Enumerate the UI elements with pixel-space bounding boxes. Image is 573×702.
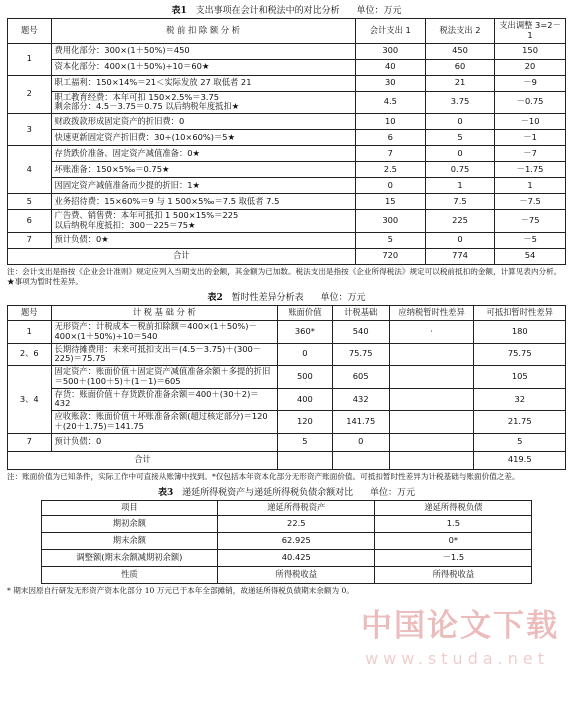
table1-tax-cell: 21 (425, 75, 494, 91)
table2-body (8, 320, 566, 469)
table1-row (8, 178, 566, 194)
watermark-logo: 中国论文下载 (361, 608, 559, 644)
table1-accounting-cell: 40 (355, 59, 425, 75)
table1-accounting-cell: 4.5 (355, 91, 425, 114)
table2-row (8, 366, 566, 389)
table1-row (8, 59, 566, 75)
table1-row (8, 43, 566, 59)
table1-adjust-cell: －7 (495, 146, 566, 162)
table1-row (8, 194, 566, 210)
table1-accounting-cell: 300 (355, 43, 425, 59)
table3-liability-cell: 0* (375, 532, 532, 549)
table3-caption (7, 486, 566, 500)
table1-analysis-cell: 广告费、销售费：本年可抵扣 1 500×15%＝225 以后纳税年度抵扣：300－225＝75★ (51, 210, 355, 233)
table1-item-number: 5 (8, 194, 52, 210)
table1-total-row (8, 248, 566, 264)
table2-item-number: 1 (8, 320, 52, 343)
table1-note: 注：会计支出是指按《企业会计准则》规定应列入当期支出的金额，其金额为已加数。税法支出是指按《企业所得税法》规定可以税前抵扣的金额，计算见表内分析。★事项为暂时性差异。 (7, 266, 562, 286)
table3-item-cell: 性质 (41, 566, 218, 583)
table1-item-number: 7 (8, 232, 52, 248)
table1-adjust-cell: －0.75 (495, 91, 566, 114)
table1-header-cell: 支出调整 3=2－1 (495, 19, 566, 44)
table2-taxable-diff-cell: · (389, 320, 474, 343)
table1-accounting-cell: 7 (355, 146, 425, 162)
table2-deductible-diff-cell: 180 (474, 320, 566, 343)
table2-note: 注：账面价值为已知条件，实际工作中可直接从账簿中找到。*仅包括本年资本化部分无形资产账面价值。可抵扣暂时性差异为计税基础与账面价值之差。 (7, 471, 520, 481)
table2-row (8, 388, 566, 411)
table1-tax-cell: 7.5 (425, 194, 494, 210)
table2-total-row (8, 451, 566, 469)
table2-deductible-diff-cell: 105 (474, 366, 566, 389)
table3-header-cell: 项目 (41, 501, 218, 516)
table3-asset-cell: 所得税收益 (218, 566, 375, 583)
table1-item-number: 6 (8, 210, 52, 233)
table2-analysis-cell: 固定资产：账面价值＋固定资产减值准备余额＋多提的折旧＝500＋(100＋5)＋(1－1)＝605 (51, 366, 278, 389)
table1-item-number: 2 (8, 75, 52, 114)
table1-analysis-cell: 职工福利：150×14%＝21＜实际发放 27 取低者 21 (51, 75, 355, 91)
table2-tax-base-cell: 540 (332, 320, 389, 343)
table3-caption-unit: 单位：万元 (370, 488, 416, 499)
table1-row (8, 146, 566, 162)
table1-tax-cell: 60 (425, 59, 494, 75)
table1-header-cell: 税 前 扣 除 额 分 析 (51, 19, 355, 44)
table1-row (8, 75, 566, 91)
table3-caption-number: 表3 (157, 488, 174, 499)
table1-analysis-cell: 资本化部分：400×(1＋50%)÷10＝60★ (51, 59, 355, 75)
table3 (41, 500, 533, 584)
table1-adjust-cell: －75 (495, 210, 566, 233)
table2-total-tax (332, 451, 389, 469)
table1-row (8, 162, 566, 178)
table1-adjust-cell: －7.5 (495, 194, 566, 210)
table2-taxable-diff-cell (389, 388, 474, 411)
table2-total-taxable (389, 451, 474, 469)
table2-taxable-diff-cell (389, 343, 474, 366)
table3-row (41, 549, 532, 566)
table1-header-cell: 会计支出 1 (355, 19, 425, 44)
table3-caption-title: 递延所得税资产与递延所得税负债余额对比 (182, 488, 354, 499)
table1-analysis-cell: 存货跌价准备、固定资产减值准备：0★ (51, 146, 355, 162)
table1-caption-number: 表1 (171, 6, 187, 16)
table3-asset-cell: 40.425 (218, 549, 375, 566)
table1-analysis-cell: 职工教育经费：本年可扣 150×2.5%＝3.75 剩余部分：4.5－3.75＝0.75 以后纳税年度抵扣★ (51, 91, 355, 114)
table1-analysis-cell: 财政拨款形成固定资产的折旧费：0 (51, 114, 355, 130)
table1-tax-cell: 0 (425, 232, 494, 248)
table2-tax-base-cell: 605 (332, 366, 389, 389)
table2-tax-base-cell: 75.75 (332, 343, 389, 366)
table2-book-value-cell: 5 (278, 433, 333, 451)
table1-tax-cell: 5 (425, 130, 494, 146)
table3-header-cell: 递延所得税负债 (375, 501, 532, 516)
table1-analysis-cell: 预计负债：0★ (51, 232, 355, 248)
table2-header-row (8, 306, 566, 321)
table1-analysis-cell: 快速更新固定资产折旧费：30÷(10×60%)＝5★ (51, 130, 355, 146)
table1-caption-unit: 单位：万元 (356, 6, 402, 16)
table2-header-cell: 计税基础 (332, 306, 389, 321)
table2-tax-base-cell: 141.75 (332, 411, 389, 434)
table2-book-value-cell: 500 (278, 366, 333, 389)
table1-adjust-cell: 1 (495, 178, 566, 194)
table3-asset-cell: 62.925 (218, 532, 375, 549)
table1-tax-cell: 450 (425, 43, 494, 59)
table1-row (8, 130, 566, 146)
table1-header-cell: 税法支出 2 (425, 19, 494, 44)
table2-book-value-cell: 360* (278, 320, 333, 343)
table2-deductible-diff-cell: 75.75 (474, 343, 566, 366)
table3-liability-cell: 所得税收益 (375, 566, 532, 583)
table2-header-cell: 可抵扣暂时性差异 (474, 306, 566, 321)
table3-item-cell: 期初余额 (41, 515, 218, 532)
table2-book-value-cell: 120 (278, 411, 333, 434)
table2-analysis-cell: 无形资产：计税成本－税前扣除额＝400×(1＋50%)－400×(1＋50%)÷10＝540 (51, 320, 278, 343)
table1-adjust-cell: 20 (495, 59, 566, 75)
table1-total-tax: 774 (425, 248, 494, 264)
table2-tax-base-cell: 0 (332, 433, 389, 451)
table1-adjust-cell: 150 (495, 43, 566, 59)
table1-adjust-cell: －1.75 (495, 162, 566, 178)
table2-taxable-diff-cell (389, 433, 474, 451)
table2-deductible-diff-cell: 21.75 (474, 411, 566, 434)
table1-row (8, 232, 566, 248)
table2-row (8, 343, 566, 366)
table3-body (41, 515, 532, 583)
table1-adjust-cell: －10 (495, 114, 566, 130)
table2-row (8, 433, 566, 451)
table1-analysis-cell: 因固定资产减值准备而少提的折旧：1★ (51, 178, 355, 194)
table1-header-cell: 题号 (8, 19, 52, 44)
table3-liability-cell: －1.5 (375, 549, 532, 566)
table1-total-label: 合计 (8, 248, 356, 264)
table2-caption-number: 表2 (207, 293, 223, 304)
table2-item-number: 7 (8, 433, 52, 451)
table3-row (41, 566, 532, 583)
table1-adjust-cell: －9 (495, 75, 566, 91)
table3-liability-cell: 1.5 (375, 515, 532, 532)
table1-accounting-cell: 15 (355, 194, 425, 210)
table1-total-adjust: 54 (495, 248, 566, 264)
table2-book-value-cell: 0 (278, 343, 333, 366)
table1-accounting-cell: 6 (355, 130, 425, 146)
table2-total-label: 合计 (8, 451, 278, 469)
table2-total-deductible: 419.5 (474, 451, 566, 469)
table1-total-accounting: 720 (355, 248, 425, 264)
table1-row (8, 114, 566, 130)
table2-analysis-cell: 存货：账面价值＋存货跌价准备余额＝400＋(30＋2)＝432 (51, 388, 278, 411)
table2-book-value-cell: 400 (278, 388, 333, 411)
table2-taxable-diff-cell (389, 366, 474, 389)
table3-header-cell: 递延所得税资产 (218, 501, 375, 516)
table3-item-cell: 调整额(期末余额减期初余额) (41, 549, 218, 566)
table1-accounting-cell: 5 (355, 232, 425, 248)
table1-item-number: 1 (8, 43, 52, 75)
table1-analysis-cell: 坏账准备：150×5‰＝0.75★ (51, 162, 355, 178)
table1-tax-cell: 0 (425, 114, 494, 130)
table1-item-number: 3 (8, 114, 52, 146)
table1-header-row (8, 19, 566, 44)
table2-row (8, 411, 566, 434)
table1-tax-cell: 0 (425, 146, 494, 162)
table1-body (8, 43, 566, 264)
table3-note: * 期末因原自行研发无形资产资本化部分 10 万元已于本年全部摊销，故递延所得税负债期末余额为 0。 (7, 585, 354, 595)
table2-header-cell: 题号 (8, 306, 52, 321)
table2-row (8, 320, 566, 343)
table2-header-cell: 计 税 基 础 分 析 (51, 306, 278, 321)
table2-item-number: 3、4 (8, 366, 52, 434)
table2-deductible-diff-cell: 5 (474, 433, 566, 451)
table2 (7, 305, 566, 470)
table2-deductible-diff-cell: 32 (474, 388, 566, 411)
table1-adjust-cell: －1 (495, 130, 566, 146)
table1 (7, 18, 566, 265)
table1-analysis-cell: 业务招待费：15×60%＝9 与 1 500×5‰＝7.5 取低者 7.5 (51, 194, 355, 210)
table1-row (8, 91, 566, 114)
table3-header-row (41, 501, 532, 516)
table1-tax-cell: 1 (425, 178, 494, 194)
table1-accounting-cell: 2.5 (355, 162, 425, 178)
table2-header-cell: 账面价值 (278, 306, 333, 321)
table1-caption (7, 4, 566, 18)
table1-accounting-cell: 0 (355, 178, 425, 194)
table1-accounting-cell: 300 (355, 210, 425, 233)
table2-analysis-cell: 长期待摊费用：未来可抵扣支出＝(4.5－3.75)＋(300－225)＝75.75 (51, 343, 278, 366)
table1-accounting-cell: 30 (355, 75, 425, 91)
table1-item-number: 4 (8, 146, 52, 194)
table3-item-cell: 期末余额 (41, 532, 218, 549)
table2-taxable-diff-cell (389, 411, 474, 434)
table2-caption (7, 291, 566, 305)
table2-analysis-cell: 应收账款：账面价值＋坏账准备余额(超过核定部分)＝120＋(20＋1.75)＝141.75 (51, 411, 278, 434)
table2-analysis-cell: 预计负债：0 (51, 433, 278, 451)
table2-tax-base-cell: 432 (332, 388, 389, 411)
table2-item-number: 2、6 (8, 343, 52, 366)
table3-row (41, 532, 532, 549)
table1-caption-title: 支出事项在会计和税法中的对比分析 (195, 6, 340, 16)
table2-caption-title: 暂时性差异分析表 (231, 293, 304, 304)
table1-tax-cell: 225 (425, 210, 494, 233)
table1-adjust-cell: －5 (495, 232, 566, 248)
table2-total-book (278, 451, 333, 469)
table1-tax-cell: 3.75 (425, 91, 494, 114)
table1-accounting-cell: 10 (355, 114, 425, 130)
table1-analysis-cell: 费用化部分：300×(1＋50%)＝450 (51, 43, 355, 59)
table2-header-cell: 应纳税暂时性差异 (389, 306, 474, 321)
table1-row (8, 210, 566, 233)
table3-asset-cell: 22.5 (218, 515, 375, 532)
table2-caption-unit: 单位：万元 (320, 293, 366, 304)
table3-row (41, 515, 532, 532)
watermark-url: www.studa.net (365, 649, 549, 668)
table1-tax-cell: 0.75 (425, 162, 494, 178)
